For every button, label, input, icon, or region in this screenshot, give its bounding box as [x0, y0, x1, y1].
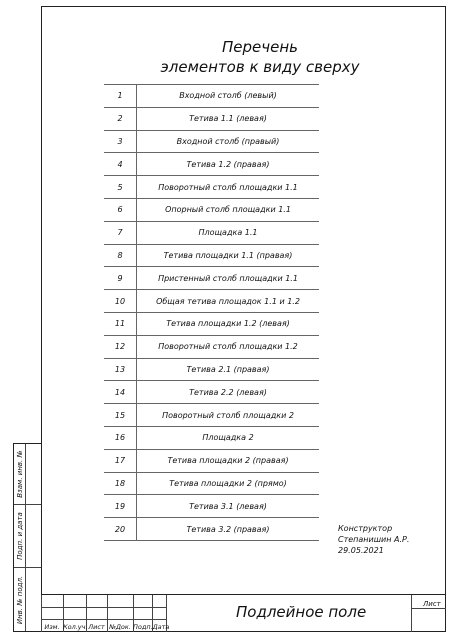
- item-name: Площадка 1.1: [137, 221, 320, 244]
- table-row: [104, 244, 319, 267]
- item-number: 13: [104, 358, 137, 381]
- item-number: 12: [104, 335, 137, 358]
- stamp-title: Подлейное поле: [236, 603, 367, 621]
- item-name: Тетива 3.1 (левая): [137, 495, 320, 518]
- item-number: 9: [104, 267, 137, 290]
- item-number: 10: [104, 290, 137, 313]
- table-row: [104, 518, 319, 541]
- item-number: 3: [104, 130, 137, 153]
- table-row: [104, 221, 319, 244]
- title-block: [41, 594, 446, 632]
- side-label-swap: Взам. инв. №: [16, 450, 24, 498]
- item-number: 6: [104, 198, 137, 221]
- table-row: [104, 426, 319, 449]
- item-name: Тетива площадки 1.1 (правая): [137, 244, 320, 267]
- author-role: Конструктор: [338, 524, 393, 533]
- item-number: 15: [104, 404, 137, 427]
- stamp-col-koluch: Кол.уч.: [63, 623, 88, 631]
- item-name: Опорный столб площадки 1.1: [137, 198, 320, 221]
- stamp-col-podp: Подп.: [133, 623, 153, 631]
- item-number: 4: [104, 153, 137, 176]
- item-number: 19: [104, 495, 137, 518]
- side-stamp: [13, 443, 41, 632]
- table-row: [104, 85, 319, 108]
- item-number: 16: [104, 426, 137, 449]
- item-name: Входной столб (левый): [137, 85, 320, 108]
- item-number: 8: [104, 244, 137, 267]
- item-name: Поворотный столб площадки 1.1: [137, 176, 320, 199]
- item-name: Тетива 2.2 (левая): [137, 381, 320, 404]
- stamp-row-line: [41, 619, 166, 620]
- stamp-col-data: Дата: [152, 623, 170, 631]
- table-row: [104, 312, 319, 335]
- table-row: [104, 130, 319, 153]
- item-name: Общая тетива площадок 1.1 и 1.2: [137, 290, 320, 313]
- side-label-sign: Подп. и дата: [16, 511, 24, 560]
- item-name: Поворотный столб площадки 2: [137, 404, 320, 427]
- item-name: Тетива 1.1 (левая): [137, 107, 320, 130]
- table-row: [104, 472, 319, 495]
- item-number: 17: [104, 449, 137, 472]
- stamp-row-line: [41, 607, 166, 608]
- item-number: 14: [104, 381, 137, 404]
- title-line-1: Перечень: [222, 38, 298, 56]
- table-row: [104, 153, 319, 176]
- author-name: Степанишин А.Р.: [338, 535, 410, 544]
- item-name: Тетива площадки 1.2 (левая): [137, 312, 320, 335]
- item-name: Тетива 3.2 (правая): [137, 518, 320, 541]
- table-row: [104, 107, 319, 130]
- item-name: Входной столб (правый): [137, 130, 320, 153]
- stamp-col-izm: Изм.: [44, 623, 60, 631]
- item-name: Площадка 2: [137, 426, 320, 449]
- table-row: [104, 176, 319, 199]
- item-name: Тетива площадки 2 (правая): [137, 449, 320, 472]
- table-row: [104, 381, 319, 404]
- item-name: Поворотный столб площадки 1.2: [137, 335, 320, 358]
- item-name: Тетива 2.1 (правая): [137, 358, 320, 381]
- item-number: 5: [104, 176, 137, 199]
- table-row: [104, 358, 319, 381]
- item-number: 7: [104, 221, 137, 244]
- table-row: [104, 335, 319, 358]
- side-label-inv: Инв. № подл.: [16, 575, 25, 625]
- elements-table: [104, 84, 319, 541]
- item-name: Тетива 1.2 (правая): [137, 153, 320, 176]
- table-row: [104, 404, 319, 427]
- stamp-col-list: Лист: [88, 623, 105, 631]
- stamp-col-line: [411, 595, 412, 632]
- item-number: 11: [104, 312, 137, 335]
- item-name: Тетива площадки 2 (прямо): [137, 472, 320, 495]
- table-row: [104, 495, 319, 518]
- table-row: [104, 290, 319, 313]
- item-name: Пристенный столб площадки 1.1: [137, 267, 320, 290]
- item-number: 1: [104, 85, 137, 108]
- stamp-sheet-label: Лист: [423, 600, 441, 608]
- side-divider: [25, 444, 26, 631]
- stamp-row-line: [411, 608, 446, 609]
- table-row: [104, 198, 319, 221]
- table-row: [104, 449, 319, 472]
- item-number: 20: [104, 518, 137, 541]
- stamp-col-ndok: №Док.: [109, 623, 131, 631]
- author-block: [338, 523, 409, 556]
- table-row: [104, 267, 319, 290]
- title-line-2: элементов к виду сверху: [160, 58, 360, 76]
- item-number: 18: [104, 472, 137, 495]
- item-number: 2: [104, 107, 137, 130]
- author-date: 29.05.2021: [338, 546, 384, 555]
